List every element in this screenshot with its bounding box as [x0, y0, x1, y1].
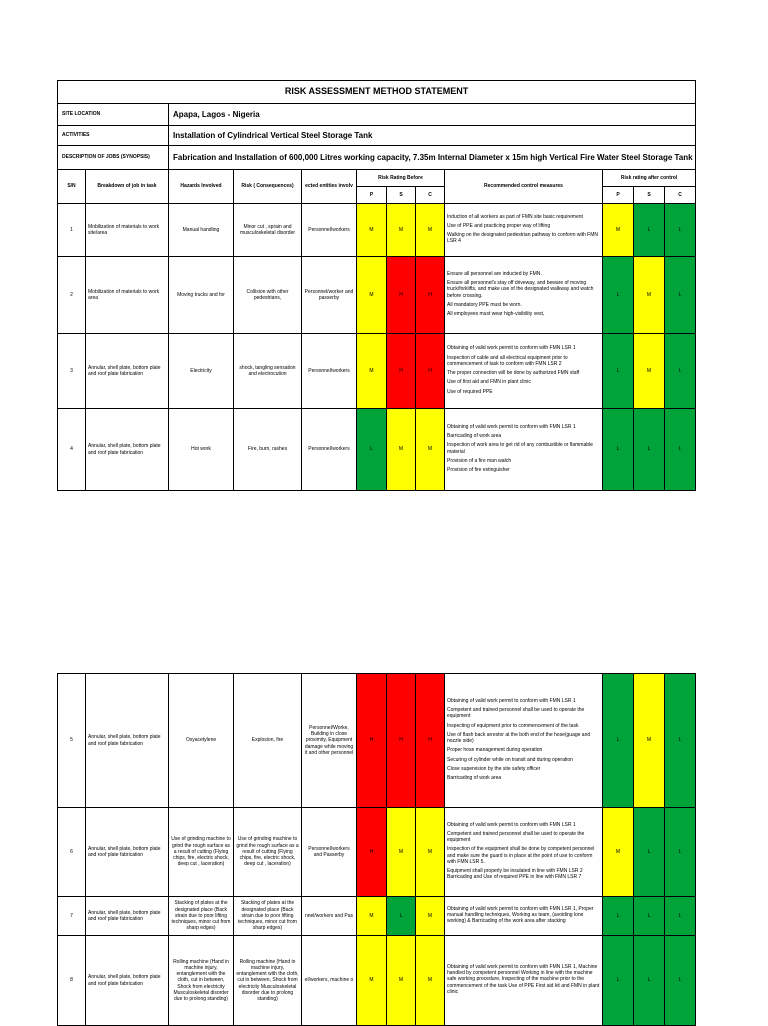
rating-after-cell: L [634, 409, 665, 491]
control-measure: The proper connection will be done by authorized FMN staff [447, 370, 580, 376]
control-measure: Induction of all workers as part of FMN site basic requirement [447, 213, 583, 220]
control-measure: Inspection of work area to get rid of any combustible or flammable material [447, 442, 593, 455]
rating-before-cell: H [416, 257, 445, 334]
rating-after-cell: L [665, 204, 696, 257]
page-title: RISK ASSESSMENT METHOD STATEMENT [58, 81, 696, 104]
control-measure: Obtaining of valid work permit to conform with FMN LSR 1, Machine handled by competent personnel Working in line with the machine safe working procedure, Inspecting of the machine prior to the commencement of the task Use of PPE First aid kit and FMN in plant clinic [447, 963, 600, 995]
row-risk: shock, tangling sensation and electrocution [234, 334, 302, 409]
rating-after-cell: L [634, 808, 665, 897]
row-controls [445, 936, 603, 1026]
row-controls [445, 674, 603, 808]
row-hazard: Moving trucks and for [169, 257, 234, 334]
control-measure: Walking on the designated pedestrian pathway to conform with FMN LSR 4 [447, 232, 599, 245]
table-row [58, 897, 696, 936]
rating-after-cell: L [603, 334, 634, 409]
control-measure: Barricading of work area [447, 775, 502, 781]
row-affected: Personnel/workers [302, 334, 357, 409]
control-measure: Proper hose management during operation [447, 747, 543, 754]
row-hazard: Use of grinding machine to grind the rough surface as a result of cutting (Flying chips, fire, electric shock, deep cut , laceration) [169, 808, 234, 897]
rating-after-cell: L [665, 897, 696, 936]
row-hazard: Electricity [169, 334, 234, 409]
rating-after-cell: L [665, 257, 696, 334]
control-measure: Use of first aid and FMN in plant clinic [447, 379, 531, 386]
col-risk: Risk ( Consequences) [234, 170, 302, 204]
row-controls [445, 257, 603, 334]
row-task: Annular, shell plate, bottom plate and roof plate fabrication [86, 808, 169, 897]
control-measure: Inspection of cable and all electrical equipment prior to commencement of task to conform with FMN LSR 2 [447, 354, 568, 367]
row-sn: 1 [58, 204, 86, 257]
table-row [58, 409, 696, 491]
rating-before-cell: M [357, 204, 387, 257]
row-task: Annular, shell plate, bottom plate and roof plate fabrication [86, 936, 169, 1026]
col-p-before: P [357, 187, 387, 204]
control-measure: Obtaining of valid work permit to conform with FMN LSR 1 [447, 423, 576, 430]
table-row [58, 808, 696, 897]
rating-after-cell: L [603, 936, 634, 1026]
row-hazard: Hot work [169, 409, 234, 491]
activities-label: ACTIVITIES [58, 126, 169, 146]
table-row [58, 936, 696, 1026]
row-risk: Explosion, fire [234, 674, 302, 808]
control-measure: Ensure all personnel's stay off driveway, and beware of moving truck/forklifts, and make use of the designated walkway and watch before crossing. [447, 280, 594, 299]
control-measure: Securing of cylinder while on transit and during operation [447, 756, 573, 763]
row-affected: nnel/workers and Pas [302, 897, 357, 936]
rating-before-cell: M [416, 808, 445, 897]
row-controls [445, 808, 603, 897]
rating-before-cell: M [357, 897, 387, 936]
col-c-before: C [416, 187, 445, 204]
rating-before-cell: H [357, 808, 387, 897]
control-measure: Obtaining of valid work permit to conform with FMN LSR 1 [447, 697, 576, 704]
rating-after-cell: M [634, 257, 665, 334]
rating-after-cell: L [665, 674, 696, 808]
control-measure: Use of required PPE [447, 388, 493, 395]
risk-table-page-2 [57, 673, 696, 1026]
rating-after-cell: L [634, 204, 665, 257]
description-value: Fabrication and Installation of 600,000 Litres working capacity, 7.35m Internal Diameter x 15m high Vertical Fire Water Steel Storage Tank [169, 146, 696, 170]
row-sn: 7 [58, 897, 86, 936]
rating-before-cell: M [357, 936, 387, 1026]
row-hazard: Manual handling [169, 204, 234, 257]
rating-before-cell: H [416, 334, 445, 409]
rating-before-cell: H [387, 257, 416, 334]
col-sn: S/N [58, 170, 86, 204]
row-affected: Personnel/workers [302, 204, 357, 257]
control-measure: Competent and trained personnel shall be used to operate the equipment [447, 707, 585, 720]
row-affected: Personnel/Worke, Building in close proximity, Equipment damage while moving it and other personnel [302, 674, 357, 808]
col-rating-before: Risk Rating Before [357, 170, 445, 187]
row-risk: Stacking of plates at the designated place (Back strain due to poor lifting techniques, minor cut from sharp edges) [234, 897, 302, 936]
row-risk: Fire, burn, rashes [234, 409, 302, 491]
rating-before-cell: M [357, 257, 387, 334]
row-hazard: Oxyacetylene [169, 674, 234, 808]
col-task: Breakdown of job in task [86, 170, 169, 204]
row-task: Mobilization of materials to work site/area [86, 204, 169, 257]
table-row [58, 674, 696, 808]
row-sn: 8 [58, 936, 86, 1026]
rating-after-cell: L [603, 897, 634, 936]
rating-after-cell: M [603, 808, 634, 897]
rating-before-cell: L [357, 409, 387, 491]
row-sn: 2 [58, 257, 86, 334]
rating-before-cell: H [387, 674, 416, 808]
table-row [58, 334, 696, 409]
rating-before-cell: M [416, 204, 445, 257]
row-risk: Minor cut , sprain and musculoskeletal disorder [234, 204, 302, 257]
row-hazard: Stacking of plates at the designated place (Back strain due to poor lifting techniques, minor cut from sharp edges) [169, 897, 234, 936]
control-measure: All employees must wear high-visibility vest, [447, 311, 545, 317]
rating-after-cell: M [634, 334, 665, 409]
site-location-value: Apapa, Lagos - Nigeria [169, 104, 696, 126]
control-measure: Obtaining of valid work permit to conform with FMN LSR 1 [447, 821, 576, 828]
col-hazards: Hazards Involved [169, 170, 234, 204]
rating-before-cell: M [387, 936, 416, 1026]
row-task: Annular, shell plate, bottom plate and roof plate fabrication [86, 334, 169, 409]
row-controls [445, 897, 603, 936]
row-sn: 3 [58, 334, 86, 409]
row-task: Annular, shell plate, bottom plate and roof plate fabrication [86, 409, 169, 491]
rating-before-cell: H [416, 674, 445, 808]
control-measure: Inspection of the equipment shall be done by competent personnel and make sure the guard is in place at the point of use to conform with FMN LSR 5. [447, 846, 595, 865]
control-measure: Use of PPE and practicing proper way of lifting [447, 222, 551, 229]
row-task: Mobilization of materials to work area [86, 257, 169, 334]
rating-after-cell: L [603, 674, 634, 808]
col-s-after: S [634, 187, 665, 204]
row-controls [445, 204, 603, 257]
rating-after-cell: L [665, 334, 696, 409]
rating-before-cell: M [387, 808, 416, 897]
activities-value: Installation of Cylindrical Vertical Steel Storage Tank [169, 126, 696, 146]
row-affected: Personnel/workers and Passerby [302, 808, 357, 897]
row-task: Annular, shell plate, bottom plate and roof plate fabrication [86, 674, 169, 808]
row-controls [445, 334, 603, 409]
control-measure: Provision of a fire man watch [447, 457, 512, 464]
site-location-label: SITE LOCATION [58, 104, 169, 126]
rating-before-cell: L [387, 897, 416, 936]
rating-after-cell: L [634, 936, 665, 1026]
rating-after-cell: L [665, 409, 696, 491]
row-risk: Rolling machine (Hand in machine injury, entanglement with the cloth, cut in between, Shock from electricity Musculoskeletal disorder due to prolong standing) [234, 936, 302, 1026]
control-measure: All mandatory PPE must be worn. [447, 301, 522, 308]
col-s-before: S [387, 187, 416, 204]
rating-after-cell: L [603, 257, 634, 334]
rating-after-cell: L [603, 409, 634, 491]
control-measure: Close supervision by the site safety officer [447, 765, 541, 772]
col-c-after: C [665, 187, 696, 204]
row-sn: 5 [58, 674, 86, 808]
rating-after-cell: M [603, 204, 634, 257]
control-measure: Obtaining of valid work permit to conform with FMN LSR 1 [447, 345, 576, 352]
control-measure: Competent and trained personnel shall be used to operate the equipment [447, 830, 585, 843]
row-controls [445, 409, 603, 491]
description-label: DESCRIPTION OF JOBS (SYNOPSIS) [58, 146, 169, 170]
table-row [58, 257, 696, 334]
rating-before-cell: M [387, 409, 416, 491]
rating-before-cell: M [416, 897, 445, 936]
col-p-after: P [603, 187, 634, 204]
rating-after-cell: L [665, 808, 696, 897]
rating-before-cell: M [357, 334, 387, 409]
row-affected: el/workers, machine o [302, 936, 357, 1026]
col-rating-after: Risk rating after control [603, 170, 696, 187]
control-measure: Barricading of work area [447, 433, 502, 439]
col-control: Recommended control measures [445, 170, 603, 204]
rating-after-cell: L [665, 936, 696, 1026]
row-hazard: Rolling machine (Hand in machine injury, entanglement with the cloth, cut in between, Shock from electricity Musculoskeletal disorder due to prolong standing) [169, 936, 234, 1026]
control-measure: Ensure all personnel are inducted by FMN. [447, 270, 542, 277]
row-risk: Collision with other pedestrians, [234, 257, 302, 334]
col-affected: ected entities involv [302, 170, 357, 204]
control-measure: Provision of fire extinguisher [447, 467, 510, 473]
risk-table-page-1 [57, 80, 696, 491]
row-task: Annular, shell plate, bottom plate and roof plate fabrication [86, 897, 169, 936]
rating-before-cell: H [387, 334, 416, 409]
row-affected: Personnel/worker and passerby [302, 257, 357, 334]
rating-before-cell: H [357, 674, 387, 808]
row-sn: 6 [58, 808, 86, 897]
control-measure: Obtaining of valid work permit to conform with FMN LSR 1, Proper manual handling techniques, Working as team, (avoiding lone working) & Barricading of the work area after stacking [447, 905, 594, 925]
control-measure: Inspecting of equipment prior to commencement of the task [447, 722, 579, 729]
table-row [58, 204, 696, 257]
rating-before-cell: M [387, 204, 416, 257]
control-measure: Equipment shall properly be insulated in line with FMN LSR 2 Barricading and Use of required PPE in line with FMN LSR 7 [447, 868, 583, 881]
rating-before-cell: M [416, 936, 445, 1026]
row-affected: Personnel/workers [302, 409, 357, 491]
row-risk: Use of grinding machine to grind the rough surface as a result of cutting (Flying chips, fire, electric shock, deep cut , laceration) [234, 808, 302, 897]
rating-after-cell: M [634, 674, 665, 808]
control-measure: Use of flash back arrestor at the both end of the hose(guage and nozzle side) [447, 731, 591, 744]
rating-before-cell: M [416, 409, 445, 491]
rating-after-cell: L [634, 897, 665, 936]
row-sn: 4 [58, 409, 86, 491]
